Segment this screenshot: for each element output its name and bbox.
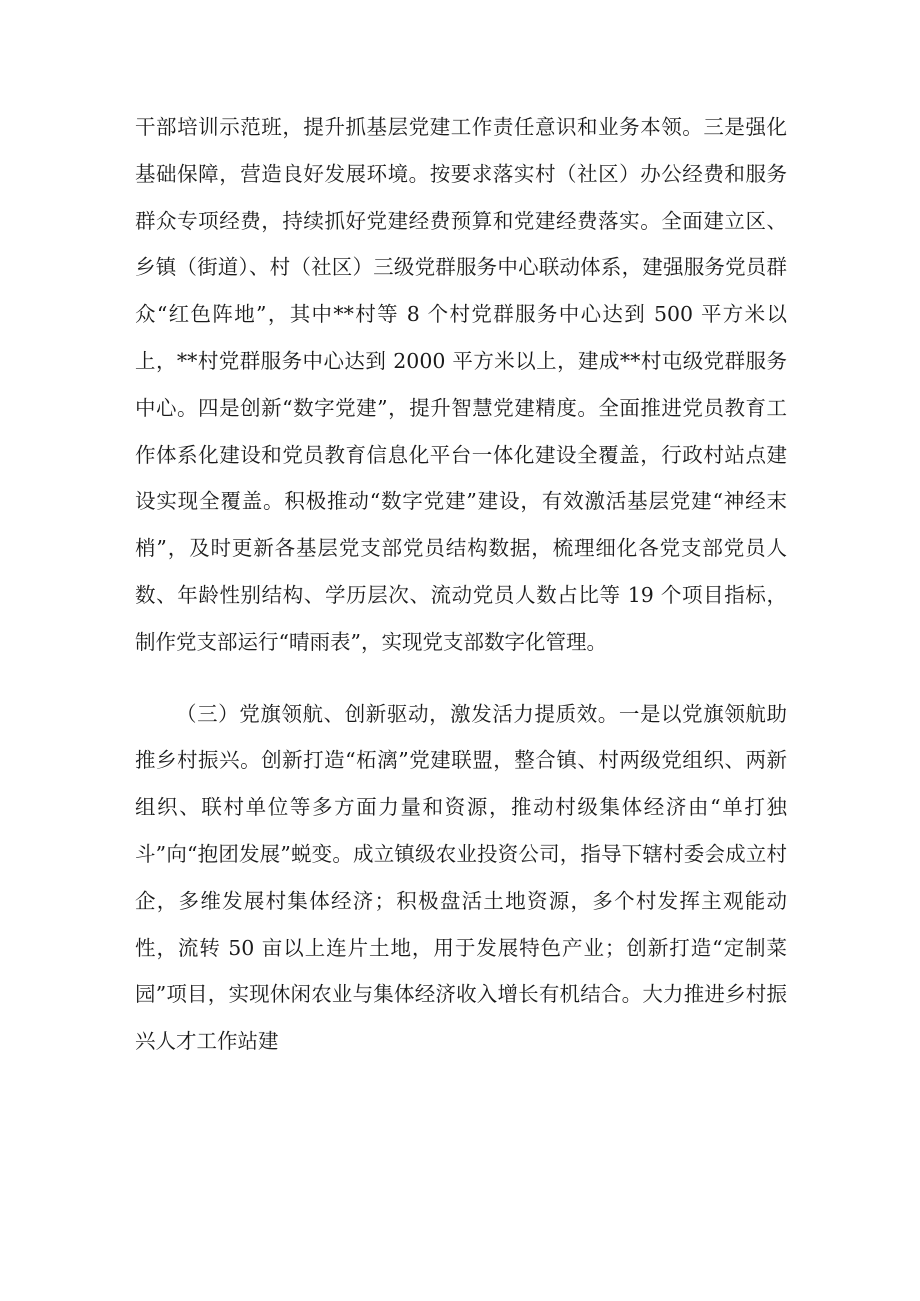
paragraph-continued: 干部培训示范班，提升抓基层党建工作责任意识和业务本领。三是强化基础保障，营造良好发展环境。按要求落实村（社区）办公经费和服务群众专项经费，持续抓好党建经费预算和党建经费落实。全面建立区、乡镇（街道）、村（社区）三级党群服务中心联动体系，建强服务党员群众“红色阵地”，其中**村等 8 个村党群服务中心达到 500 平方米以上，**村党群服务中心达到 2000 平方米以上，建成**村屯级党群服务中心。四是创新“数字党建”，提升智慧党建精度。全面推进党员教育工作体系化建设和党员教育信息化平台一体化建设全覆盖，行政村站点建设实现全覆盖。积极推动“数字党建”建设，有效激活基层党建“神经末梢”，及时更新各基层党支部党员结构数据，梳理细化各党支部党员人数、年龄性别结构、学历层次、流动党员人数占比等 19 个项目指标，制作党支部运行“晴雨表”，实现党支部数字化管理。 [135,115,787,654]
paragraph-section-three: （三）党旗领航、创新驱动，激发活力提质效。一是以党旗领航助推乡村振兴。创新打造“柘漓”党建联盟，整合镇、村两级党组织、两新组织、联村单位等多方面力量和资源，推动村级集体经济由“单打独斗”向“抱团发展”蜕变。成立镇级农业投资公司，指导下辖村委会成立村企，多维发展村集体经济；积极盘活土地资源，多个村发挥主观能动性，流转 50 亩以上连片土地，用于发展特色产业；创新打造“定制菜园”项目，实现休闲农业与集体经济收入增长有机结合。大力推进乡村振兴人才工作站建 [135,701,787,1054]
document-body [135,104,787,1065]
